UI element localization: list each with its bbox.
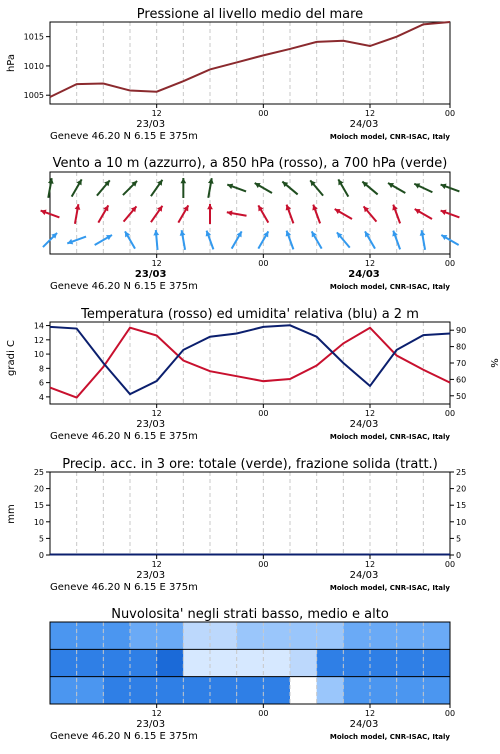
y-tick-label-right: 50 [456,392,466,401]
humidity-line [50,325,450,394]
wind-arrow [312,205,320,224]
wind-arrow [388,183,405,193]
panel-title-1: Pressione al livello medio del mare [137,7,363,22]
pressure-frame [50,22,450,104]
x-axis-footer-0 [50,104,455,142]
cloud-cell-medio [157,649,184,676]
date-label: 24/03 [348,269,380,280]
cloud-cell-alto [343,622,370,649]
wind-arrow [282,182,297,195]
y-tick-label: 5 [39,534,44,543]
date-label: 23/03 [135,269,167,280]
wind-arrow [392,205,400,224]
temp-frame [50,322,450,404]
cloud-cell-alto [157,622,184,649]
wind-arrow [312,231,322,248]
location-label: Geneve 46.20 N 6.15 E 375m [50,281,198,292]
wind-arrow [125,231,135,248]
wind-arrow [227,184,246,192]
cloud-cell-alto [237,622,264,649]
date-label: 24/03 [350,719,379,730]
model-credit: Moloch model, CNR-ISAC, Italy [330,133,451,141]
date-label: 24/03 [350,570,379,581]
wind-arrow [208,178,214,198]
cloud-cell-medio [290,649,317,676]
cloud-cell-medio [103,649,130,676]
wind-arrow [362,182,377,195]
cloud-cell-basso [290,677,317,704]
y-tick-label-right: 5 [456,534,461,543]
y-tick-label: 6 [39,379,44,388]
cloud-cell-medio [343,649,370,676]
y-tick-label-right: 90 [456,326,466,335]
x-tick-label: 00 [258,409,268,418]
cloud-cell-basso [183,677,210,704]
pressure-line [50,22,450,97]
cloud-cell-basso [343,677,370,704]
y-tick-label: 15 [34,501,44,510]
panel-title-3: Temperatura (rosso) ed umidita' relativa (blu) a 2 m [80,307,419,322]
cloud-cell-alto [103,622,130,649]
model-credit: Moloch model, CNR-ISAC, Italy [330,283,451,291]
location-label: Geneve 46.20 N 6.15 E 375m [50,731,198,742]
cloud-cell-basso [263,677,290,704]
cloud-cell-basso [130,677,157,704]
cloud-cell-alto [50,622,77,649]
y-tick-label: 8 [39,364,44,373]
wind-series-0 [48,178,459,198]
x-tick-label: 12 [365,409,375,418]
x-tick-label: 00 [445,709,455,718]
cloud-cell-basso [423,677,450,704]
y-tick-label: 10 [34,350,44,359]
x-tick-label: 00 [258,709,268,718]
model-credit: Moloch model, CNR-ISAC, Italy [330,433,451,441]
x-tick-label: 00 [258,109,268,118]
cloud-cell-basso [370,677,397,704]
cloud-cell-basso [237,677,264,704]
x-tick-label: 00 [445,259,455,268]
precip-frame [50,472,450,555]
wind-arrow [207,204,213,224]
y-tick-label-right: 15 [456,501,466,510]
wind-arrow [206,231,214,250]
date-label: 23/03 [136,719,165,730]
cloud-cell-alto [263,622,290,649]
y-axis-label: mm [6,504,17,523]
cloud-cell-medio [397,649,424,676]
cloud-cell-alto [370,622,397,649]
y-tick-label: 10 [34,518,44,527]
date-label: 23/03 [136,419,165,430]
y-tick-label-right: 20 [456,485,466,494]
cloud-cell-medio [183,649,210,676]
wind-arrow [286,205,294,224]
cloud-cell-medio [317,649,344,676]
panel-title-5: Nuvolosita' negli strati basso, medio e alto [111,607,389,622]
cloud-cell-basso [317,677,344,704]
cloud-cell-medio [237,649,264,676]
y-tick-label-right: 0 [456,551,461,560]
model-credit: Moloch model, CNR-ISAC, Italy [330,584,451,592]
y-tick-label: 25 [34,468,44,477]
cloud-cell-basso [103,677,130,704]
wind-series-2 [43,230,459,250]
cloud-cell-alto [290,622,317,649]
y-tick-label: 1010 [24,62,44,71]
x-tick-label: 12 [152,409,162,418]
x-axis-footer-4 [50,704,455,742]
y-tick-label: 20 [34,485,44,494]
model-credit: Moloch model, CNR-ISAC, Italy [330,733,451,741]
y-tick-label-right: 25 [456,468,466,477]
location-label: Geneve 46.20 N 6.15 E 375m [50,131,198,142]
y-axis-label: gradi C [6,340,17,376]
date-label: 23/03 [136,570,165,581]
cloud-cell-alto [77,622,104,649]
x-tick-label: 00 [445,560,455,569]
cloud-cell-alto [397,622,424,649]
y-tick-label-right: 80 [456,343,466,352]
precip-grid [77,472,424,555]
y-tick-label: 1005 [24,91,44,100]
x-tick-label: 12 [365,109,375,118]
wind-arrow-head [153,230,159,235]
wind-arrow [286,231,294,250]
cloud-cell-medio [77,649,104,676]
x-tick-label: 12 [152,560,162,569]
wind-arrow [153,230,159,250]
location-label: Geneve 46.20 N 6.15 E 375m [50,582,198,593]
cloud-cell-basso [397,677,424,704]
wind-arrow [414,183,432,192]
cloud-cell-alto [130,622,157,649]
cloud-cell-alto [317,622,344,649]
y-tick-label: 1015 [24,33,44,42]
pressure-grid [77,22,424,104]
wind-arrow [75,204,81,224]
cloud-cell-alto [423,622,450,649]
cloud-cell-medio [423,649,450,676]
x-tick-label: 00 [445,409,455,418]
x-axis-footer-3 [50,555,455,593]
y-tick-label: 0 [39,551,44,560]
y-tick-label-right: 60 [456,375,466,384]
y-tick-label: 4 [39,393,44,402]
wind-arrow [180,230,186,250]
wind-arrow [365,231,375,248]
date-label: 23/03 [136,119,165,130]
panel-title-4: Precip. acc. in 3 ore: totale (verde), frazione solida (tratt.) [62,457,438,472]
cloud-cell-basso [157,677,184,704]
y-tick-label: 14 [34,322,44,331]
wind-arrow [255,183,272,193]
wind-arrow [420,230,426,250]
panel-title-2: Vento a 10 m (azzurro), a 850 hPa (rosso), a 700 hPa (verde) [53,156,448,171]
x-tick-label: 00 [445,109,455,118]
temperature-line [50,328,450,398]
x-tick-label: 12 [365,560,375,569]
x-tick-label: 12 [365,259,375,268]
cloud-cell-medio [130,649,157,676]
wind-arrow [258,231,268,248]
x-tick-label: 12 [365,709,375,718]
cloud-cell-basso [77,677,104,704]
cloud-cell-basso [210,677,237,704]
x-axis-footer-1 [50,254,455,292]
wind-arrow [392,231,400,250]
wind-arrow [48,178,54,198]
y-tick-label-right: 10 [456,518,466,527]
x-axis-footer-2 [50,404,455,442]
y-tick-label: 12 [34,336,44,345]
cloud-cell-alto [183,622,210,649]
cloud-heatmap [50,622,450,704]
wind-arrow-head [180,178,186,183]
wind-arrow [180,178,186,198]
date-label: 24/03 [350,419,379,430]
wind-arrow [232,231,242,248]
y-axis-label: hPa [6,54,17,72]
location-label: Geneve 46.20 N 6.15 E 375m [50,431,198,442]
cloud-cell-medio [370,649,397,676]
y-axis-label-right: % [488,358,499,368]
wind-arrow [123,181,137,195]
wind-arrow-head [207,204,213,209]
x-tick-label: 12 [152,709,162,718]
x-tick-label: 12 [152,259,162,268]
y-tick-label-right: 70 [456,359,466,368]
cloud-cell-basso [50,677,77,704]
cloud-cell-medio [210,649,237,676]
x-tick-label: 12 [152,109,162,118]
date-label: 24/03 [350,119,379,130]
cloud-cell-alto [210,622,237,649]
cloud-cell-medio [263,649,290,676]
x-tick-label: 00 [258,560,268,569]
x-tick-label: 00 [258,259,268,268]
cloud-cell-medio [50,649,77,676]
